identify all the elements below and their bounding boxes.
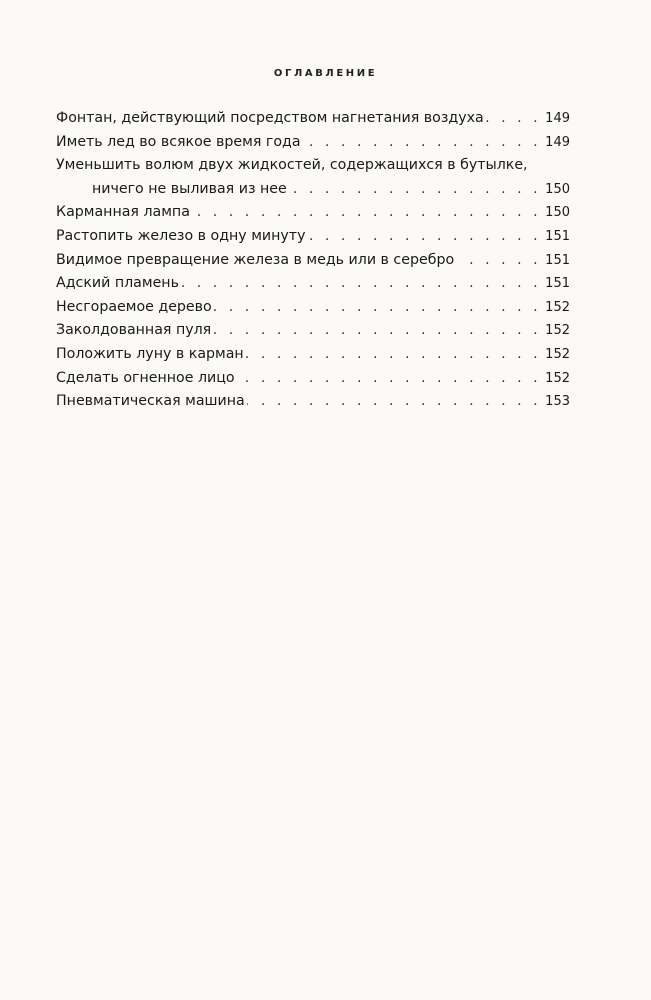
toc-entry-title: Сделать огненное лицо [56, 369, 235, 386]
toc-entry-title-line2: ничего не выливая из нее [92, 180, 287, 197]
toc-entry-title: Заколдованная пуля [56, 322, 212, 339]
toc-entry-page: 150 [545, 181, 570, 197]
toc-entry [56, 131, 570, 155]
toc-entry-title: Растопить железо в одну минуту [56, 227, 306, 244]
leader-dots [214, 296, 541, 320]
toc-entry-page: 152 [545, 323, 570, 339]
toc-entry-page: 150 [545, 205, 570, 221]
leader-dots [237, 367, 542, 391]
toc-entry-page: 152 [545, 370, 570, 386]
toc-entry [56, 201, 570, 225]
toc-entry-page: 153 [545, 394, 570, 410]
toc-entry-title: Фонтан, действующий посредством нагнетания воздуха [56, 110, 484, 126]
leader-dots [456, 249, 541, 273]
toc-entry-multiline [56, 154, 570, 201]
toc-entry-page: 151 [545, 228, 570, 244]
toc-entry-title: Положить луну в карман [56, 345, 244, 362]
leader-dots [181, 272, 541, 296]
toc-entry-title: Адский пламень [56, 275, 179, 292]
toc-entry [56, 107, 570, 131]
toc-entry-title: Пневматическая машина [56, 393, 245, 410]
leader-dots [213, 319, 541, 343]
leader-dots [307, 225, 541, 249]
toc-entry-page: 152 [545, 299, 570, 315]
toc-entry [56, 343, 570, 367]
toc-entry [56, 225, 570, 249]
table-of-contents [56, 107, 570, 414]
toc-heading: ОГЛАВЛЕНИЕ [273, 68, 378, 79]
toc-entry [56, 390, 570, 414]
toc-entry [56, 296, 570, 320]
toc-entry-title-line1: Уменьшить волюм двух жидкостей, содержащихся в бутылке, [56, 157, 528, 174]
toc-entry-title: Несгораемое дерево [56, 298, 212, 315]
toc-entry-page: 149 [545, 134, 570, 150]
toc-entry [56, 272, 570, 296]
leader-dots [289, 178, 541, 202]
toc-entry-page: 152 [545, 346, 570, 362]
leader-dots [247, 390, 541, 414]
toc-entry-page: 151 [545, 276, 570, 292]
toc-entry-title: Карманная лампа [56, 204, 190, 221]
toc-entry [56, 367, 570, 391]
toc-entry-title: Иметь лед во всякое время года [56, 133, 301, 150]
leader-dots [192, 201, 541, 225]
toc-entry-page: 151 [545, 252, 570, 268]
toc-entry-page: 149 [545, 111, 570, 126]
leader-dots [486, 107, 541, 131]
leader-dots [303, 131, 542, 155]
toc-entry-title: Видимое превращение железа в медь или в серебро [56, 251, 455, 268]
toc-entry [56, 249, 570, 273]
leader-dots [246, 343, 541, 367]
toc-entry [56, 319, 570, 343]
